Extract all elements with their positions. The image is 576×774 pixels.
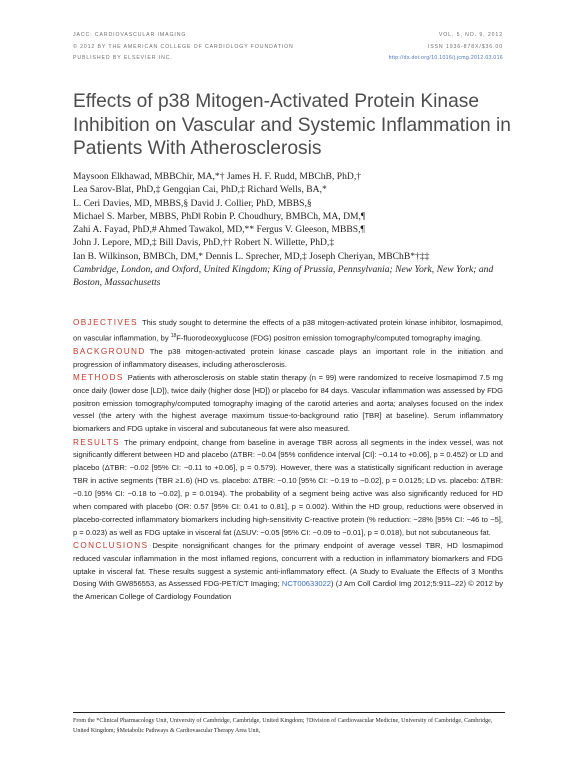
abstract-objectives: [73, 317, 503, 345]
author-line: L. Ceri Davies, MD, MBBS,§ David J. Collier, PhD, MBBS,§: [73, 197, 312, 209]
author-line: Lea Sarov-Blat, PhD,‡ Gengqian Cai, PhD,‡ Richard Wells, BA,*: [73, 184, 327, 196]
objectives-label: OBJECTIVES: [73, 318, 138, 327]
affiliation-footnote: From the *Clinical Pharmacology Unit, University of Cambridge, Cambridge, United Kingdom; †Division of Cardiovascular Medicine, University of Cambridge, Cambridge, United Kingdom; §Metabolic Pathways & Cardiovascular Therapy Area Unit,: [73, 718, 493, 734]
volume-line: VOL. 5, NO. 9, 2012: [438, 32, 503, 38]
publisher-line: PUBLISHED BY ELSEVIER INC.: [73, 55, 173, 61]
abstract-background: [73, 346, 503, 372]
objectives-text: This study sought to determine the effects of a p38 mitogen-activated protein kinase inhibitor, losmapimod, on vascular inflammation, by: [73, 318, 503, 343]
article-title: Effects of p38 Mitogen-Activated Protein Kinase Inhibition on Vascular and Systemic Inflammation in Patients With Atherosclerosis: [73, 91, 511, 159]
author-line: Ian B. Wilkinson, BMBCh, DM,* Dennis L. Sprecher, MD,‡ Joseph Cheriyan, MBChB*†‡‡: [73, 250, 430, 262]
volume-header: [389, 30, 503, 65]
author-line: Zahi A. Fayad, PhD,# Ahmed Tawakol, MD,** Fergus V. Gleeson, MBBS,¶: [73, 224, 365, 236]
conclusions-label: CONCLUSIONS: [73, 540, 149, 550]
journal-header: [73, 30, 294, 65]
abstract-conclusions: [73, 540, 503, 604]
results-text: The primary endpoint, change from baseline in average TBR across all segments in the index vessel, was not significantly different between HD and placebo (ΔTBR: −0.04 [95% confidence interval [CI]: −0.14 to +0.06], p = 0.452) or LD and placebo (ΔTBR: −0.02 [95% CI: −0.11 to +0.06], p = 0.579). However, there was a statistically significant reduction in average TBR in active segments (TBR ≥1.6) (HD vs. placebo: ΔTBR: −0.10 [95% CI: −0.19 to −0.02], p = 0.0125; LD vs. placebo: ΔTBR: −0.10 [95% CI: −0.18 to −0.02], p = 0.0194). The probability of a segment being active was also significantly reduced for HD when compared with placebo (OR: 0.57 [95% CI: 0.41 to 0.81], p = 0.002). Within the HD group, reductions were observed in placebo-corrected inflammatory biomarkers including high-sensitivity C-reactive protein (% reduction: −28% [95% CI: −46 to −5], p = 0.023) as well as FDG uptake in visceral fat (ΔSUV: −0.05 [95% CI: −0.09 to −0.01], p = 0.018), but not subcutaneous fat.: [73, 437, 503, 537]
results-label: RESULTS: [73, 437, 120, 447]
methods-text: Patients with atherosclerosis on stable statin therapy (n = 99) were randomized to receive losmapimod 7.5 mg once daily (lower dose [LD]), twice daily (higher dose [HD]) or placebo for 84 days. Vascular inflammation was assessed by FDG positron emission tomography/computed tomography imaging of the carotid arteries and aorta; analyses focused on the index vessel (the artery with the highest average maximum tissue-to-background ratio [TBR] at baseline). Serum inflammatory biomarkers and FDG uptake in visceral and subcutaneous fat were also measured.: [73, 372, 503, 434]
author-line: Maysoon Elkhawad, MBBChir, MA,*† James H. F. Rudd, MBChB, PhD,†: [73, 171, 362, 182]
abstract-results: [73, 437, 503, 540]
author-line: Michael S. Marber, MBBS, PhD‖ Robin P. Choudhury, BMBCh, MA, DM,¶: [73, 210, 366, 222]
background-text: The p38 mitogen-activated protein kinase cascade plays an important role in the initiation and progression of inflammatory diseases, including atherosclerosis.: [73, 346, 503, 369]
author-affiliation: Cambridge, London, and Oxford, United Kingdom; King of Prussia, Pennsylvania; New York, New York; and Boston, Massachusetts: [73, 264, 494, 289]
citation-text: ) (J Am Coll Cardiol Img 2012;5:911–22) © 2012 by the American College of Cardiology Foundation: [73, 579, 503, 602]
journal-name: JACC: CARDIOVASCULAR IMAGING: [73, 32, 187, 38]
abstract: [73, 317, 503, 605]
background-label: BACKGROUND: [73, 346, 146, 356]
doi-link[interactable]: http://dx.doi.org/10.1016/j.jcmg.2012.03.016: [388, 55, 503, 61]
issn-line: ISSN 1936-878X/$36.00: [427, 43, 503, 50]
author-line: John J. Lepore, MD,‡ Bill Davis, PhD,†† Robert N. Willette, PhD,‡: [73, 237, 335, 249]
copyright-line: © 2012 BY THE AMERICAN COLLEGE OF CARDIOLOGY FOUNDATION: [73, 43, 294, 50]
trial-registry-link[interactable]: NCT00633022: [281, 579, 331, 589]
abstract-methods: [73, 372, 503, 436]
isotope-superscript: 18: [170, 332, 177, 339]
footnote-divider: [73, 712, 505, 713]
objectives-text-cont: F-fluorodeoxyglucose (FDG) positron emission tomography/computed tomography imaging.: [176, 333, 483, 343]
author-block: [73, 170, 513, 290]
conclusions-text: Despite nonsignificant changes for the primary endpoint of average vessel TBR, HD losmapimod reduced vascular inflammation in the most inflamed regions, concurrent with a reduction in inflammatory biomarkers and FDG uptake in visceral fat. These results suggest a systemic anti-inflammatory effect. (A Study to Evaluate the Effects of 3 Months Dosing With GW856553, as Assessed FDG-PET/CT Imaging;: [73, 540, 503, 589]
methods-label: METHODS: [73, 372, 124, 382]
